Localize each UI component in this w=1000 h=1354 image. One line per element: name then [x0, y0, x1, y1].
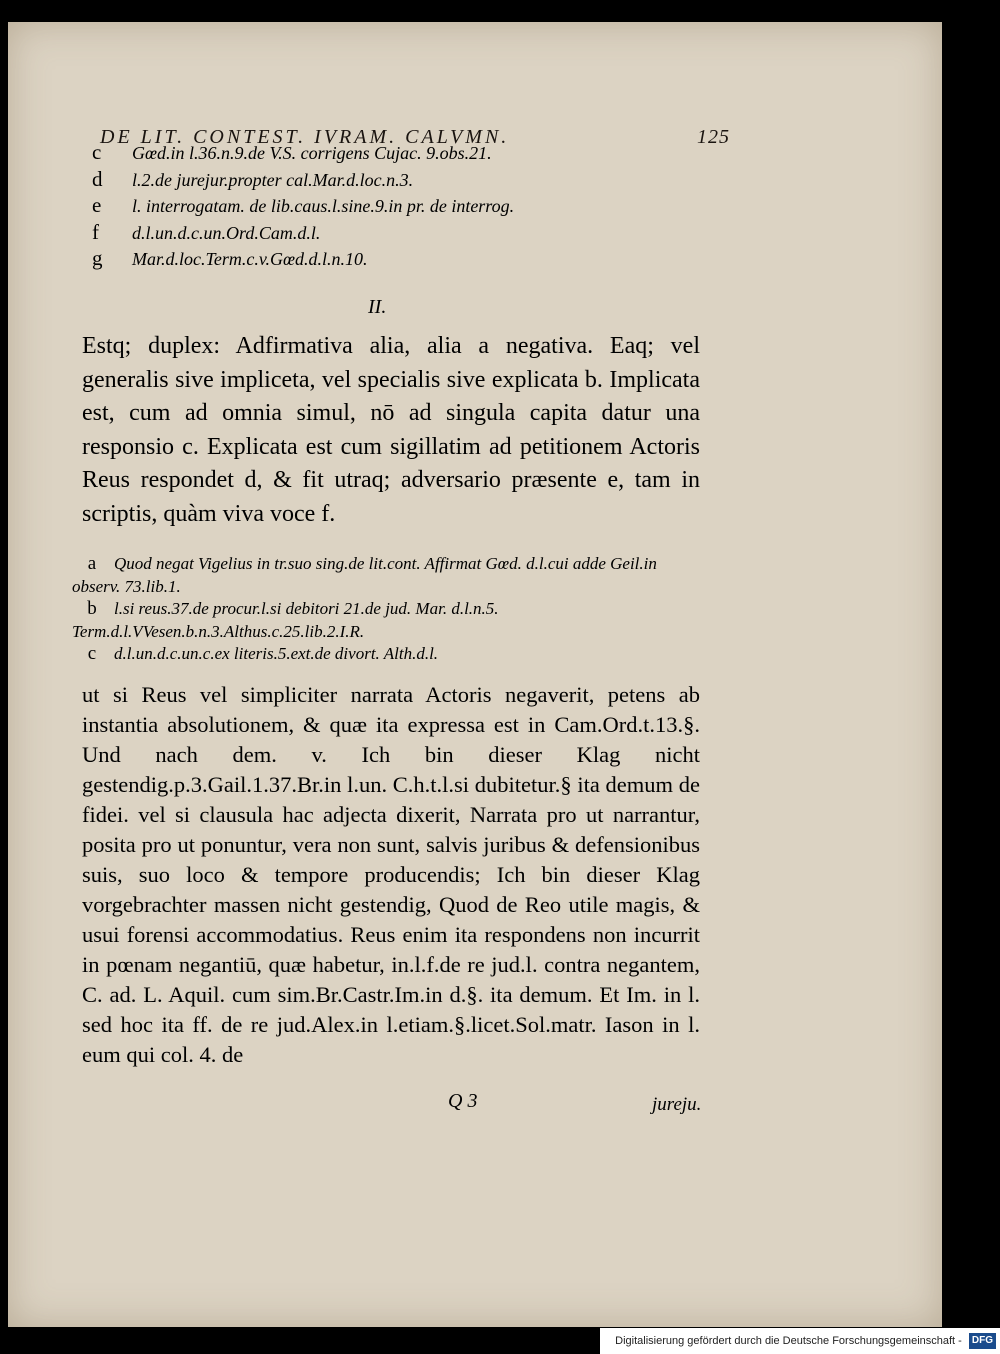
signature-mark: Q 3	[448, 1090, 478, 1112]
body-paragraph: Estq; duplex: Adfirmativa alia, alia a negativa. Eaq; vel generalis sive impliceta, vel specialis sive explicata b. Implicata est, cum ad omnia simul, nō ad singula capita datur una responsio c. Explicata est cum sigillatim ad petitionem Actoris Reus respondet d, & fit utraq; adversario præsente e, tam in scriptis, quàm viva voce f.	[82, 333, 700, 527]
footnote-text: d.l.un.d.c.un.Ord.Cam.d.l.	[132, 222, 321, 243]
page-number: 125	[697, 126, 730, 148]
footnotes-middle	[72, 553, 702, 666]
footnote-letter: a	[87, 553, 97, 574]
footnote	[92, 140, 712, 167]
footnote	[92, 220, 712, 247]
footnote-text: Mar.d.loc.Term.c.v.Gœd.d.l.n.10.	[132, 249, 368, 269]
footnote-text: d.l.un.d.c.un.c.ex literis.5.ext.de divort. Alth.d.l.	[114, 644, 439, 663]
running-title: DE LIT. CONTEST. IVRAM. CALVMN.	[100, 126, 510, 148]
footnote-text: Gœd.in l.36.n.9.de V.S. corrigens Cujac. 9.obs.21.	[132, 143, 492, 163]
dfg-credit-text: Digitalisierung gefördert durch die Deutsche Forschungsgemeinschaft -	[615, 1335, 962, 1347]
footnote-letter: e	[92, 193, 102, 217]
footnote	[92, 246, 712, 273]
footnote-text: l.2.de jurejur.propter cal.Mar.d.loc.n.3.	[132, 169, 414, 190]
footnote	[72, 598, 702, 643]
footnote-letter: c	[87, 643, 97, 664]
continuation-paragraph: ut si Reus vel simpliciter narrata Actoris negaverit, petens ab instantia absolutionem, & quæ ita expressa est in Cam.Ord.t.13.§. Und nach dem. v. Ich bin dieser Klag nicht gestendig.p.3.Gail.1.37.Br.in l.un. C.h.t.l.si dubitetur.§ ita demum de fidei. vel si clausula hac adjecta dixerit, Narrata pro ut narrantur, posita pro ut ponuntur, vera non sunt, salvis juribus & defensionibus suis, suo loco & tempore producendis; Ich bin dieser Klag vorgebrachter massen nicht gestendig, Quod de Reo utile magis, & usui forensi accommodatius. Reus enim ita respondens non incurrit in pœnam negantiū, quæ habetur, in.l.f.de re jud.l. contra negantem, C. ad. L. Aquil. cum sim.Br.Castr.Im.in d.§. ita demum. Et Im. in l. sed hoc ita ff. de re jud.Alex.in l.etiam.§.licet.Sol.matr. Iason in l. eum qui col. 4. de	[82, 682, 700, 1067]
dfg-credit-bar	[600, 1328, 1000, 1354]
footnote-text: Quod negat Vigelius in tr.suo sing.de lit.cont. Affirmat Gœd. d.l.cui adde Geil.in observ. 73.lib.1.	[72, 554, 657, 596]
footnotes-top	[92, 140, 712, 273]
dfg-logo: DFG	[969, 1333, 996, 1349]
footnote-letter: f	[92, 219, 99, 244]
body-text	[82, 330, 700, 531]
footnote	[72, 553, 702, 598]
section-number: II.	[368, 296, 387, 318]
footnote-letter: g	[92, 246, 103, 270]
body-continuation	[82, 680, 700, 1070]
footnote	[72, 643, 702, 666]
catchword: jureju.	[652, 1094, 702, 1115]
footnote	[92, 193, 712, 220]
footnote-letter: c	[92, 140, 102, 164]
footnote-text: l.si reus.37.de procur.l.si debitori 21.de jud. Mar. d.l.n.5. Term.d.l.VVesen.b.n.3.Althus.c.25.lib.2.I.R.	[72, 599, 499, 641]
footnote-letter: b	[87, 598, 97, 619]
footnote	[92, 167, 712, 194]
footnote-text: l. interrogatam. de lib.caus.l.sine.9.in pr. de interrog.	[132, 196, 515, 216]
footnote-letter: d	[92, 166, 103, 191]
